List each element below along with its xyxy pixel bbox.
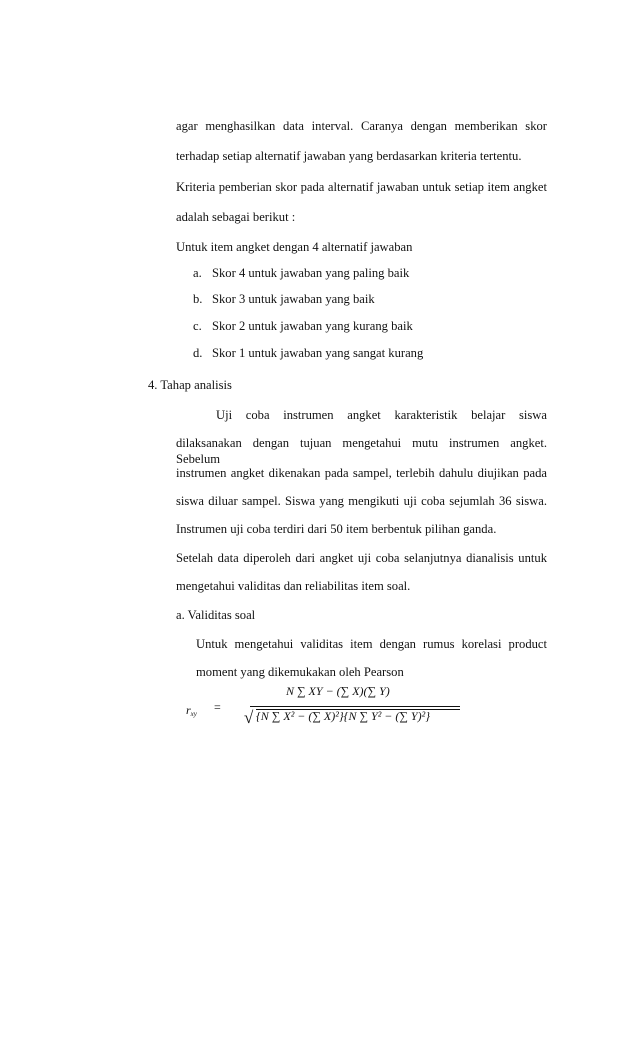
paragraph-line: Instrumen uji coba terdiri dari 50 item berbentuk pilihan ganda.	[176, 522, 497, 536]
formula-numerator: N ∑ XY − (∑ X)(∑ Y)	[286, 684, 390, 698]
list-item-marker: a.	[193, 266, 202, 280]
subsection-heading: a. Validitas soal	[176, 608, 256, 622]
paragraph-line: moment yang dikemukakan oleh Pearson	[196, 665, 404, 679]
paragraph-line: dilaksanakan dengan tujuan mengetahui mutu instrumen angket. Sebelum	[176, 436, 547, 466]
section-heading: 4. Tahap analisis	[148, 378, 232, 392]
list-item-marker: b.	[193, 292, 203, 306]
formula-denominator: {N ∑ X² − (∑ X)²}{N ∑ Y² − (∑ Y)²}	[256, 709, 430, 723]
list-item: Skor 4 untuk jawaban yang paling baik	[212, 266, 410, 280]
list-item-marker: d.	[193, 346, 203, 360]
paragraph-line: Untuk mengetahui validitas item dengan rumus korelasi product	[196, 637, 547, 651]
paragraph-line: Kriteria pemberian skor pada alternatif jawaban untuk setiap item angket	[176, 180, 547, 194]
paragraph-line: Setelah data diperoleh dari angket uji coba selanjutnya dianalisis untuk	[176, 551, 547, 565]
paragraph-line: siswa diluar sampel. Siswa yang mengikuti uji coba sejumlah 36 siswa.	[176, 494, 547, 508]
paragraph-line: mengetahui validitas dan reliabilitas item soal.	[176, 579, 411, 593]
list-item: Skor 1 untuk jawaban yang sangat kurang	[212, 346, 424, 360]
formula-lhs-symbol: r	[186, 703, 191, 717]
list-item-marker: c.	[193, 319, 202, 333]
pearson-correlation-formula	[186, 684, 430, 732]
sqrt-icon: √	[244, 708, 254, 727]
paragraph-line: instrumen angket dikenakan pada sampel, terlebih dahulu diujikan pada	[176, 466, 547, 480]
formula-lhs-subscript: xy	[190, 710, 197, 718]
paragraph-line: terhadap setiap alternatif jawaban yang berdasarkan kriteria tertentu.	[176, 149, 522, 163]
paragraph-line: Untuk item angket dengan 4 alternatif jawaban	[176, 240, 413, 254]
formula-equals: =	[214, 700, 221, 714]
paragraph-line: agar menghasilkan data interval. Caranya dengan memberikan skor	[176, 119, 547, 133]
list-item: Skor 2 untuk jawaban yang kurang baik	[212, 319, 413, 333]
formula-lhs	[186, 703, 197, 718]
paragraph-line: adalah sebagai berikut :	[176, 210, 296, 224]
paragraph-line: Uji coba instrumen angket karakteristik belajar siswa	[216, 408, 547, 422]
list-item: Skor 3 untuk jawaban yang baik	[212, 292, 375, 306]
fraction-bar	[250, 706, 460, 707]
